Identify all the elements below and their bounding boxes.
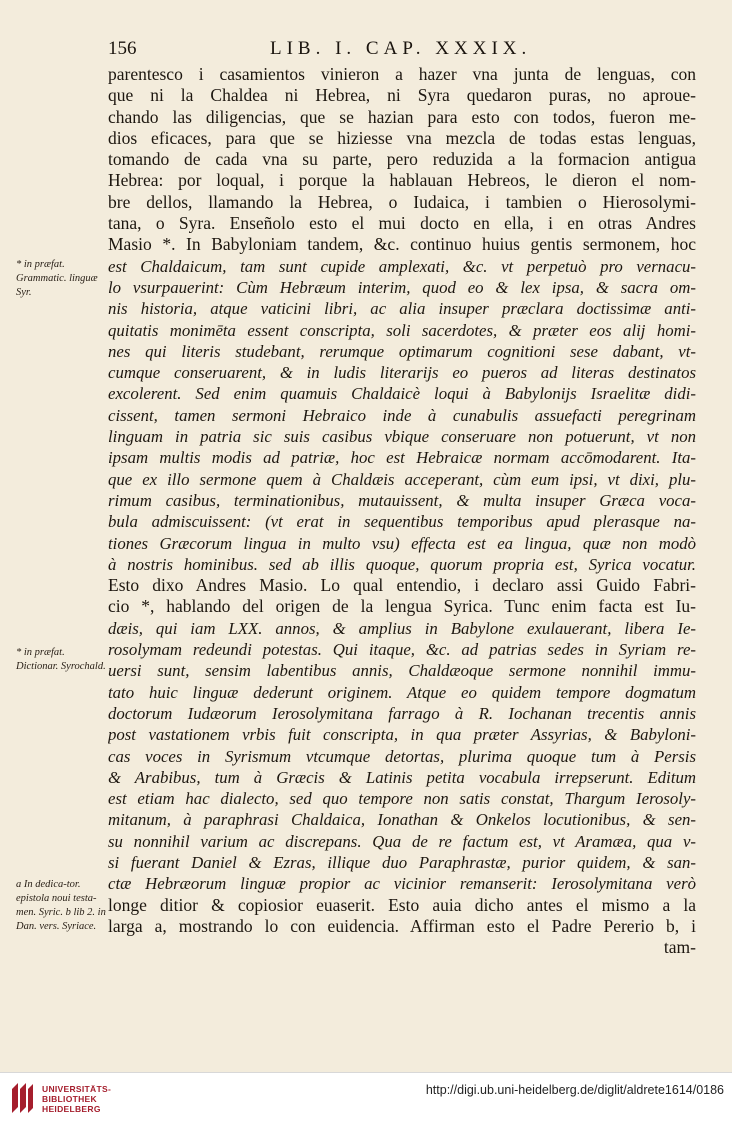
text-line: cissent, tamen sermoni Hebraico inde à cunabulis assuefacti peregrinam <box>108 405 696 425</box>
text-line: cumque conseruarent, & in ludis literarijs eo pueros ad literas destinatos <box>108 363 696 383</box>
text-line: si fuerant Daniel & Ezras, illique duo Paraphrastæ, purior quidem, & san- <box>108 852 696 872</box>
main-text <box>108 64 696 958</box>
text-line: linguam in patria sic suis casibus vbique conseruare non potuerunt, vt non <box>108 427 696 447</box>
text-line: longe ditior & copiosior euaserit. Esto auia dicho antes el mismo a la <box>108 894 696 915</box>
text-line: à nostris hominibus. sed ab illis quoque, quorum propria est, Syrica vocatur. <box>108 554 696 574</box>
text-line: su nonnihil varium ac discrepans. Qua de re factum est, vt Aramæa, qua v- <box>108 831 696 851</box>
page-url[interactable]: http://digi.ub.uni-heidelberg.de/diglit/aldrete1614/0186 <box>425 1083 724 1097</box>
text-line: post vastationem vrbis fuit conscripta, in qua præter Assyrias, & Babyloni- <box>108 725 696 745</box>
text-line: que ex illo sermone quem à Chaldæis acceperant, cùm eum ipsi, vt dixi, plu- <box>108 469 696 489</box>
text-line: larga a, mostrando lo con euidencia. Affirman esto el Padre Pererio b, i <box>108 915 696 936</box>
text-line: chando las diligencias, que se hazian para esto con todos, fueron me- <box>108 106 696 127</box>
text-line: & Arabibus, tum à Græcis & Latinis petita vocabula irrepserunt. Editum <box>108 767 696 787</box>
text-line: bula admiscuissent: (vt erat in sequentibus temporibus apud plerasque na- <box>108 512 696 532</box>
library-name-line: UNIVERSITÄTS- <box>42 1084 112 1094</box>
text-line: excolerent. Sed enim quamuis Chaldaicè loqui à Babylonijs Israelitæ didi- <box>108 384 696 404</box>
text-line: dæis, qui iam LXX. annos, & amplius in Babylone exulauerant, libera Ie- <box>108 618 696 638</box>
text-line: Hebrea: por loqual, i porque la hablauan Hebreos, le dieron el nom- <box>108 170 696 191</box>
text-line: rimum casibus, terminationibus, mutauissent, & multa insuper Græca voca- <box>108 490 696 510</box>
text-line: doctorum Iudæorum Ierosolymitana farrago à R. Iochanan trecentis annis <box>108 703 696 723</box>
text-line: lo vsurpauerint: Cùm Hebræum interim, quod eo & lex ipsa, & sacra om- <box>108 277 696 297</box>
page-number: 156 <box>108 38 137 59</box>
text-line: Masio *. In Babyloniam tandem, &c. continuo huius gentis sermonem, hoc <box>108 234 696 255</box>
text-line: est etiam hac dialecto, sed quo tempore non satis constat, Thargum Ierosoly- <box>108 789 696 809</box>
text-line: Esto dixo Andres Masio. Lo qual entendio, i declaro assi Guido Fabri- <box>108 575 696 596</box>
text-line: cas voces in Syrismum vtcumque detortas, plurima quoque tum à Persis <box>108 746 696 766</box>
text-line: ipsam multis modis ad patriæ, hoc est Hebraicæ normam accōmodarent. Ita- <box>108 448 696 468</box>
text-line: ctæ Hebræorum linguæ propior ac vicinior remanserit: Ierosolymitana verò <box>108 874 696 894</box>
text-line: tato huic linguæ dederunt originem. Atque eo quidem tempore dogmatum <box>108 682 696 702</box>
margin-note: a In dedica-tor. epistola noui testa-men. Syric. b lib 2. in Dan. vers. Syriace. <box>16 879 106 932</box>
text-line: uersi sunt, sensim labentibus annis, Chaldæoque sermone nonnihil immu- <box>108 661 696 681</box>
text-line: est Chaldaicum, tam sunt cupide amplexati, &c. vt perpetuò pro vernacu- <box>108 256 696 276</box>
margin-note: * in præfat. Dictionar. Syrochald. <box>16 647 106 672</box>
catchword: tam- <box>663 937 696 958</box>
text-line: nes qui literis studebant, rerumque optimarum cognitioni sese dabant, vt- <box>108 341 696 361</box>
text-line: parentesco i casamientos vinieron a hazer vna junta de lenguas, con <box>108 64 696 84</box>
running-head: LIB. I. CAP. XXXIX. <box>270 38 532 59</box>
text-line: tiones Græcorum lingua in multo vsu) effecta est ea lingua, quæ non modò <box>108 533 696 553</box>
text-line: cio *, hablando del origen de la lengua Syrica. Tunc enim facta est Iu- <box>108 596 696 617</box>
text-line: tomando de cada vna su parte, pero reduzida a la formacion antigua <box>108 149 696 170</box>
library-name-line: HEIDELBERG <box>42 1104 101 1114</box>
university-library-logo-icon <box>10 1081 34 1115</box>
text-line: tana, o Syra. Enseñolo esto el mui docto en ella, i en otras Andres <box>108 213 696 234</box>
library-name <box>42 1084 111 1114</box>
text-line: dios eficaces, para que se hiziesse vna mezcla de todas estas lenguas, <box>108 127 696 148</box>
text-line: quitatis monimēta essent conscripta, soli sacerdotes, & præter eos alij homi- <box>108 320 696 340</box>
text-line: nis historia, atque vaticini libri, ac alia insuper præclara doctissimæ anti- <box>108 299 696 319</box>
viewer-footer <box>0 1072 732 1126</box>
text-line: que ni la Chaldea ni Hebrea, ni Syra quedaron puras, no aproue- <box>108 85 696 106</box>
margin-note: * in præfat. Grammatic. linguæ Syr. <box>16 259 98 298</box>
text-line: mitanum, à paraphrasi Chaldaica, Ionathan & Onkelos locutionibus, & sen- <box>108 810 696 830</box>
library-name-line: BIBLIOTHEK <box>42 1094 97 1104</box>
text-line: bre dellos, llamando la Hebrea, o Iudaica, i tambien o Hierosolymi- <box>108 191 696 212</box>
text-line: rosolymam redeundi potestas. Qui itaque, &c. ad patrias sedes in Syriam re- <box>108 640 696 660</box>
